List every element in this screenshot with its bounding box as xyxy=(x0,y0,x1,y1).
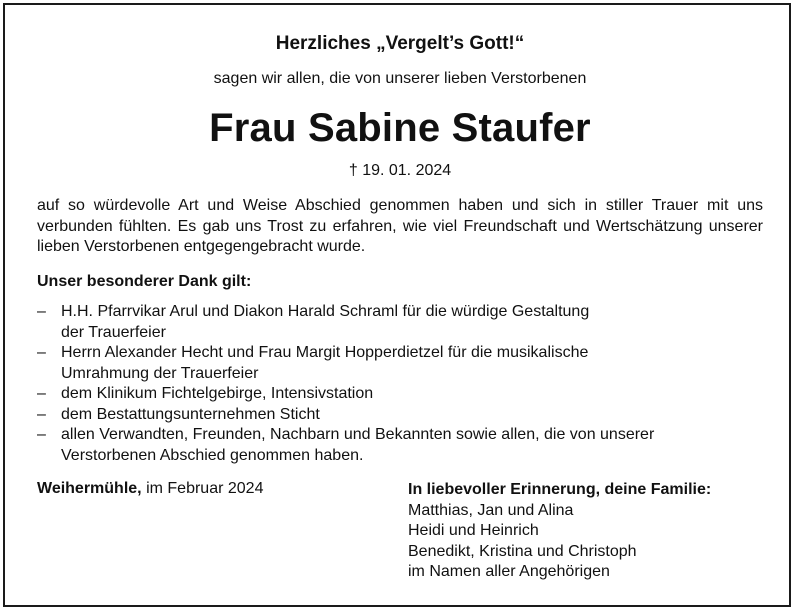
dash-bullet: – xyxy=(37,303,46,320)
list-item-line: Herrn Alexander Hecht und Frau Margit Hopperdietzel für die musikalische xyxy=(61,344,589,361)
family-member: Benedikt, Kristina und Christoph xyxy=(408,542,637,560)
place-date xyxy=(37,480,263,498)
family-signature xyxy=(408,480,711,583)
list-item xyxy=(37,384,757,405)
thanks-list xyxy=(37,302,757,466)
family-member: im Namen aller Angehörigen xyxy=(408,563,610,580)
thanks-paragraph: auf so würdevolle Art und Weise Abschied genommen haben und sich in stiller Trauer mit uns verbunden fühlten. Es gab uns Trost zu erfahren, wie viel Freundschaft und Wertschätzung unserer lieben Verstorbenen entgegengebracht wurde. xyxy=(37,197,763,255)
list-item-line: H.H. Pfarrvikar Arul und Diakon Harald Schraml für die würdige Gestaltung xyxy=(61,303,590,320)
list-item-line: der Trauerfeier xyxy=(61,323,166,341)
cross-icon: † xyxy=(348,162,358,179)
list-item-line: allen Verwandten, Freunden, Nachbarn und Bekannten sowie allen, die von unserer xyxy=(61,426,655,443)
list-item xyxy=(37,343,757,384)
death-date: 19. 01. 2024 xyxy=(362,162,452,179)
list-item xyxy=(37,405,757,426)
place-name: Weihermühle, xyxy=(37,480,142,497)
deceased-name: Frau Sabine Staufer xyxy=(209,106,591,150)
family-member: Heidi und Heinrich xyxy=(408,522,539,539)
list-item xyxy=(37,302,757,343)
intro-line: sagen wir allen, die von unserer lieben Verstorbenen xyxy=(213,70,587,87)
list-item-line: dem Klinikum Fichtelgebirge, Intensivstation xyxy=(61,385,374,402)
special-thanks-heading: Unser besonderer Dank gilt: xyxy=(37,273,252,290)
list-item-line: Verstorbenen Abschied genommen haben. xyxy=(61,446,364,464)
dash-bullet: – xyxy=(37,344,46,361)
month-year: im Februar 2024 xyxy=(146,480,264,497)
family-heading: In liebevoller Erinnerung, deine Familie: xyxy=(408,481,712,498)
death-date-line xyxy=(0,162,800,180)
thanks-title: Herzliches „Vergelt’s Gott!“ xyxy=(275,33,525,54)
dash-bullet: – xyxy=(37,426,46,443)
dash-bullet: – xyxy=(37,385,46,402)
list-item-line: dem Bestattungsunternehmen Sticht xyxy=(61,405,320,423)
family-member: Matthias, Jan und Alina xyxy=(408,501,574,519)
dash-bullet: – xyxy=(37,405,46,423)
list-item xyxy=(37,425,757,466)
list-item-line: Umrahmung der Trauerfeier xyxy=(61,364,259,382)
